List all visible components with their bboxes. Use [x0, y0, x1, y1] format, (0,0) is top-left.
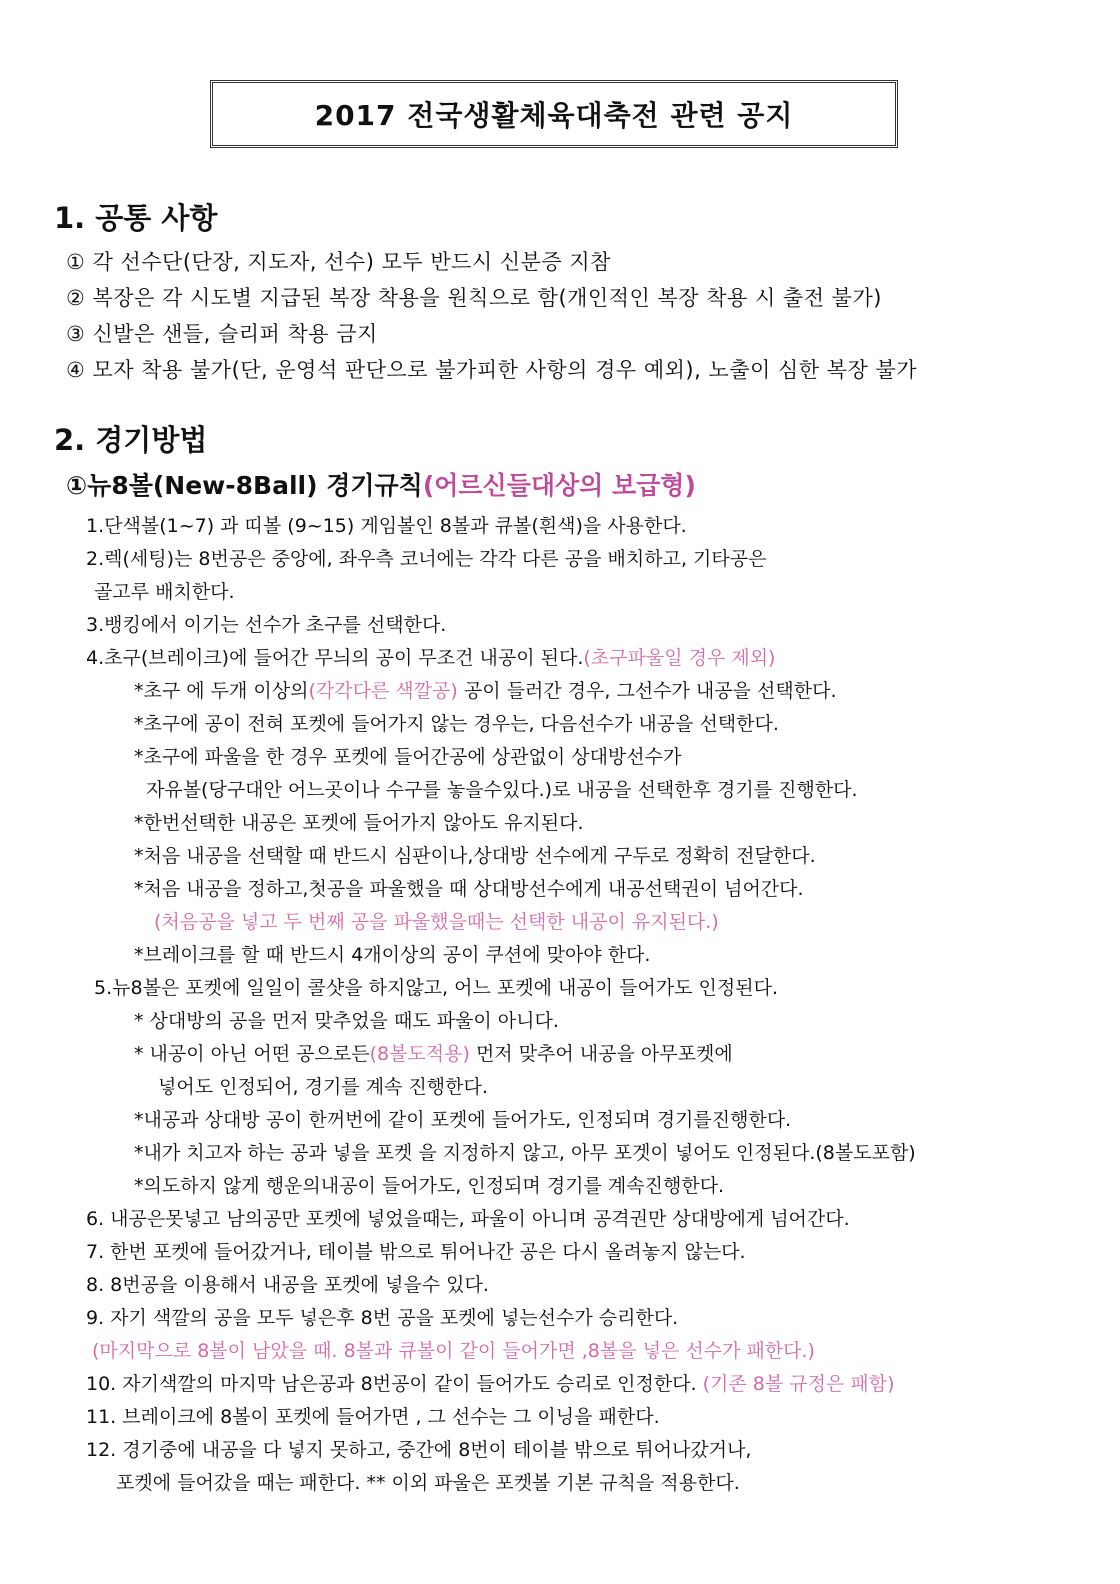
rule-note: (마지막으로 8볼이 남았을 때. 8볼과 큐볼이 같이 들어가면 ,8볼을 넣은 선수가 패한다.)	[92, 1340, 815, 1362]
rule-line: 11. 브레이크에 8볼이 포켓에 들어가면 , 그 선수는 그 이닝을 패한다.	[86, 1406, 660, 1428]
rule-line: 골고루 배치한다.	[94, 581, 235, 603]
rule-line: * 상대방의 공을 먼저 맞추었을 때도 파울이 아니다.	[134, 1010, 559, 1032]
rule-heading-note: (어르신들대상의 보급형)	[422, 471, 696, 500]
rule-line: 자유볼(당구대안 어느곳이나 수구를 놓을수있다.)로 내공을 선택한후 경기를 진행한다.	[146, 779, 858, 801]
rule-note: (8볼도적용)	[369, 1043, 470, 1065]
rule-line: *초구에 공이 전혀 포켓에 들어가지 않는 경우는, 다음선수가 내공을 선택한다.	[134, 713, 779, 735]
section1-heading: 1. 공통 사항	[54, 201, 218, 235]
rule-line: *초구에 파울을 한 경우 포켓에 들어간공에 상관없이 상대방선수가	[134, 746, 682, 768]
title-box	[210, 80, 898, 148]
rule-line: 8. 8번공을 이용해서 내공을 포켓에 넣을수 있다.	[86, 1274, 489, 1296]
rule-note: (각각다른 색깔공)	[308, 680, 458, 702]
rule-line: 6. 내공은못넣고 남의공만 포켓에 넣었을때는, 파울이 아니며 공격권만 상대방에게 넘어간다.	[86, 1208, 850, 1230]
rule-note: (처음공을 넣고 두 번째 공을 파울했을때는 선택한 내공이 유지된다.)	[154, 911, 719, 933]
rule-line: *처음 내공을 정하고,첫공을 파울했을 때 상대방선수에게 내공선택권이 넘어간다.	[134, 878, 804, 900]
section1-item: ① 각 선수단(단장, 지도자, 선수) 모두 반드시 신분증 지참	[66, 250, 611, 274]
rule-line: 7. 한번 포켓에 들어갔거나, 테이블 밖으로 튀어나간 공은 다시 올려놓지 않는다.	[86, 1241, 746, 1263]
rule-line: *내가 치고자 하는 공과 넣을 포켓 을 지정하지 않고, 아무 포겟이 넣어도 인정된다.(8볼도포함)	[134, 1142, 916, 1164]
rule-line: *한번선택한 내공은 포켓에 들어가지 않아도 유지된다.	[134, 812, 584, 834]
rule-line: *처음 내공을 선택할 때 반드시 심판이나,상대방 선수에게 구두로 정확히 전달한다.	[134, 845, 816, 867]
rule-line: *내공과 상대방 공이 한꺼번에 같이 포켓에 들어가도, 인정되며 경기를진행한다.	[134, 1109, 792, 1131]
section1-item: ② 복장은 각 시도별 지급된 복장 착용을 원칙으로 함(개인적인 복장 착용 시 출전 불가)	[66, 286, 882, 310]
rule-line: * 내공이 아닌 어떤 공으로든(8볼도적용) 먼저 맞추어 내공을 아무포켓에	[134, 1043, 733, 1065]
section1-item: ④ 모자 착용 불가(단, 운영석 판단으로 불가피한 사항의 경우 예외), 노출이 심한 복장 불가	[66, 358, 918, 382]
rule-line: 12. 경기중에 내공을 다 넣지 못하고, 중간에 8번이 테이블 밖으로 튀어나갔거나,	[86, 1439, 752, 1461]
rule-heading-title: ①뉴8볼(New-8Ball) 경기규칙	[66, 471, 423, 500]
rule-note: (기존 8볼 규정은 패함)	[702, 1373, 895, 1395]
rule-line: 5.뉴8볼은 포켓에 일일이 콜샷을 하지않고, 어느 포켓에 내공이 들어가도 인정된다.	[94, 977, 778, 999]
section2-heading: 2. 경기방법	[54, 423, 208, 457]
rule-line: 포켓에 들어갔을 때는 패한다. ** 이외 파울은 포켓볼 기본 규칙을 적용한다.	[116, 1472, 740, 1494]
rule-line: *브레이크를 할 때 반드시 4개이상의 공이 쿠션에 맞아야 한다.	[134, 944, 651, 966]
rule-line: 4.초구(브레이크)에 들어간 무늬의 공이 무조건 내공이 된다.(초구파울일 경우 제외)	[86, 647, 776, 669]
rule-line: 1.단색볼(1~7) 과 띠볼 (9~15) 게임볼인 8볼과 큐볼(흰색)을 사용한다.	[86, 515, 687, 537]
rule-line: 10. 자기색깔의 마지막 남은공과 8번공이 같이 들어가도 승리로 인정한다. (기존 8볼 규정은 패함)	[86, 1373, 895, 1395]
rule-line: 3.뱅킹에서 이기는 선수가 초구를 선택한다.	[86, 614, 447, 636]
rule-heading	[66, 466, 696, 502]
rule-line: *초구 에 두개 이상의(각각다른 색깔공) 공이 들러간 경우, 그선수가 내공을 선택한다.	[134, 680, 837, 702]
rule-line: *의도하지 않게 행운의내공이 들어가도, 인정되며 경기를 계속진행한다.	[134, 1175, 725, 1197]
rule-line: 9. 자기 색깔의 공을 모두 넣은후 8번 공을 포켓에 넣는선수가 승리한다.	[86, 1307, 679, 1329]
rule-line	[154, 907, 719, 934]
page-title: 2017 전국생활체육대축전 관련 공지	[314, 99, 794, 132]
rule-note: (초구파울일 경우 제외)	[583, 647, 776, 669]
rule-line: 넣어도 인정되어, 경기를 계속 진행한다.	[158, 1076, 488, 1098]
rule-line	[92, 1336, 815, 1363]
section1-item: ③ 신발은 샌들, 슬리퍼 착용 금지	[66, 322, 378, 346]
rule-line: 2.렉(세팅)는 8번공은 중앙에, 좌우측 코너에는 각각 다른 공을 배치하고, 기타공은	[86, 548, 767, 570]
